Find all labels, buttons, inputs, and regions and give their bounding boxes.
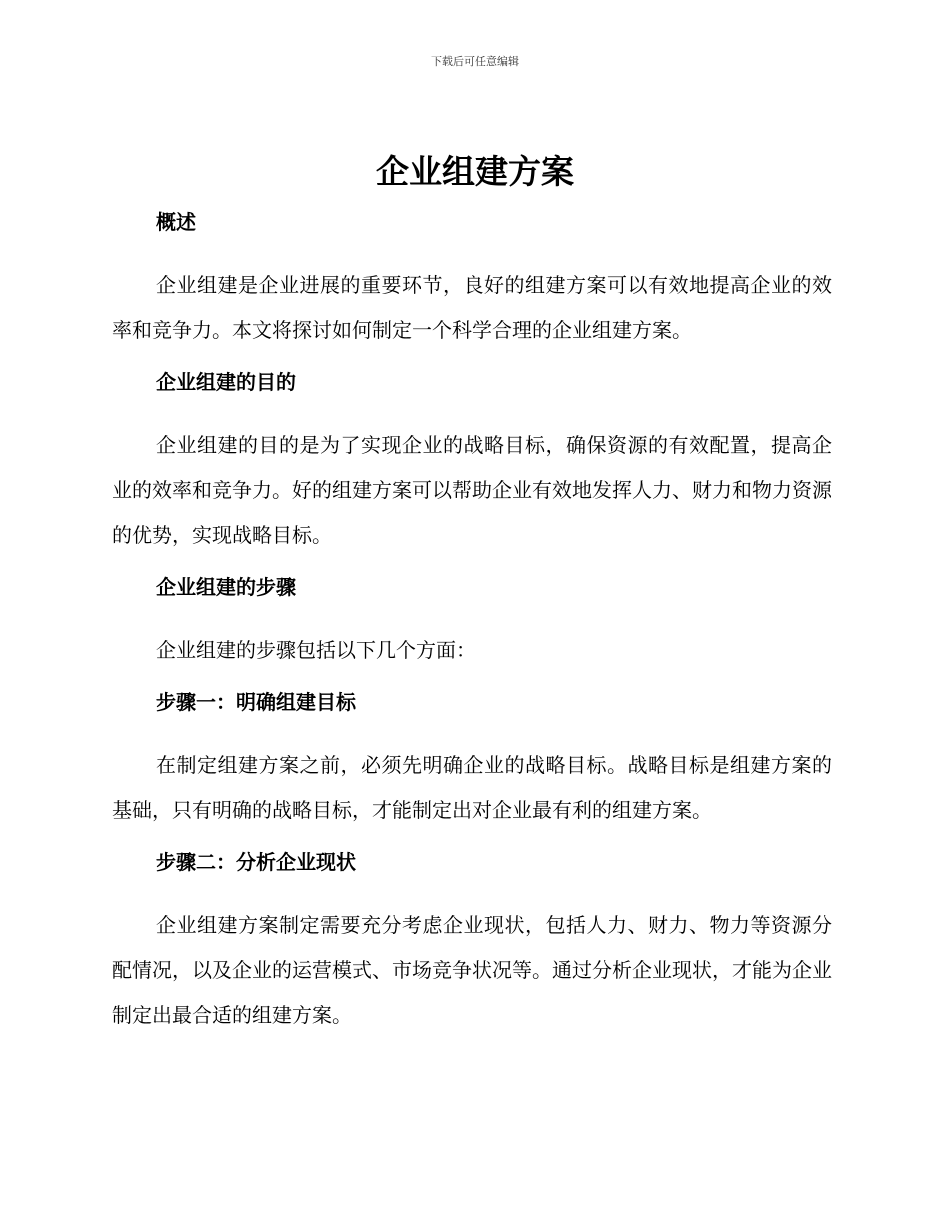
paragraph-step2: 企业组建方案制定需要充分考虑企业现状，包括人力、财力、物力等资源分配情况，以及企业的运营模式、市场竞争状况等。通过分析企业现状，才能为企业制定出最合适的组建方案。: [112, 913, 832, 1027]
section-heading-purpose: 企业组建的目的: [156, 370, 296, 394]
paragraph-step1: 在制定组建方案之前，必须先明确企业的战略目标。战略目标是组建方案的基础，只有明确的战略目标，才能制定出对企业最有利的组建方案。: [112, 753, 832, 822]
header-note: 下载后可任意编辑: [431, 55, 519, 68]
document-title: 企业组建方案: [376, 152, 574, 191]
paragraph-purpose: 企业组建的目的是为了实现企业的战略目标，确保资源的有效配置，提高企业的效率和竞争力。好的组建方案可以帮助企业有效地发挥人力、财力和物力资源的优势，实现战略目标。: [112, 433, 832, 547]
paragraph-overview: 企业组建是企业进展的重要环节，良好的组建方案可以有效地提高企业的效率和竞争力。本文将探讨如何制定一个科学合理的企业组建方案。: [112, 273, 832, 342]
paragraph-steps-intro: 企业组建的步骤包括以下几个方面：: [156, 638, 476, 662]
section-heading-step2: 步骤二：分析企业现状: [156, 850, 356, 874]
section-heading-steps: 企业组建的步骤: [156, 575, 296, 599]
section-heading-overview: 概述: [156, 210, 196, 234]
document-body: [112, 205, 832, 1050]
section-heading-step1: 步骤一：明确组建目标: [156, 690, 356, 714]
